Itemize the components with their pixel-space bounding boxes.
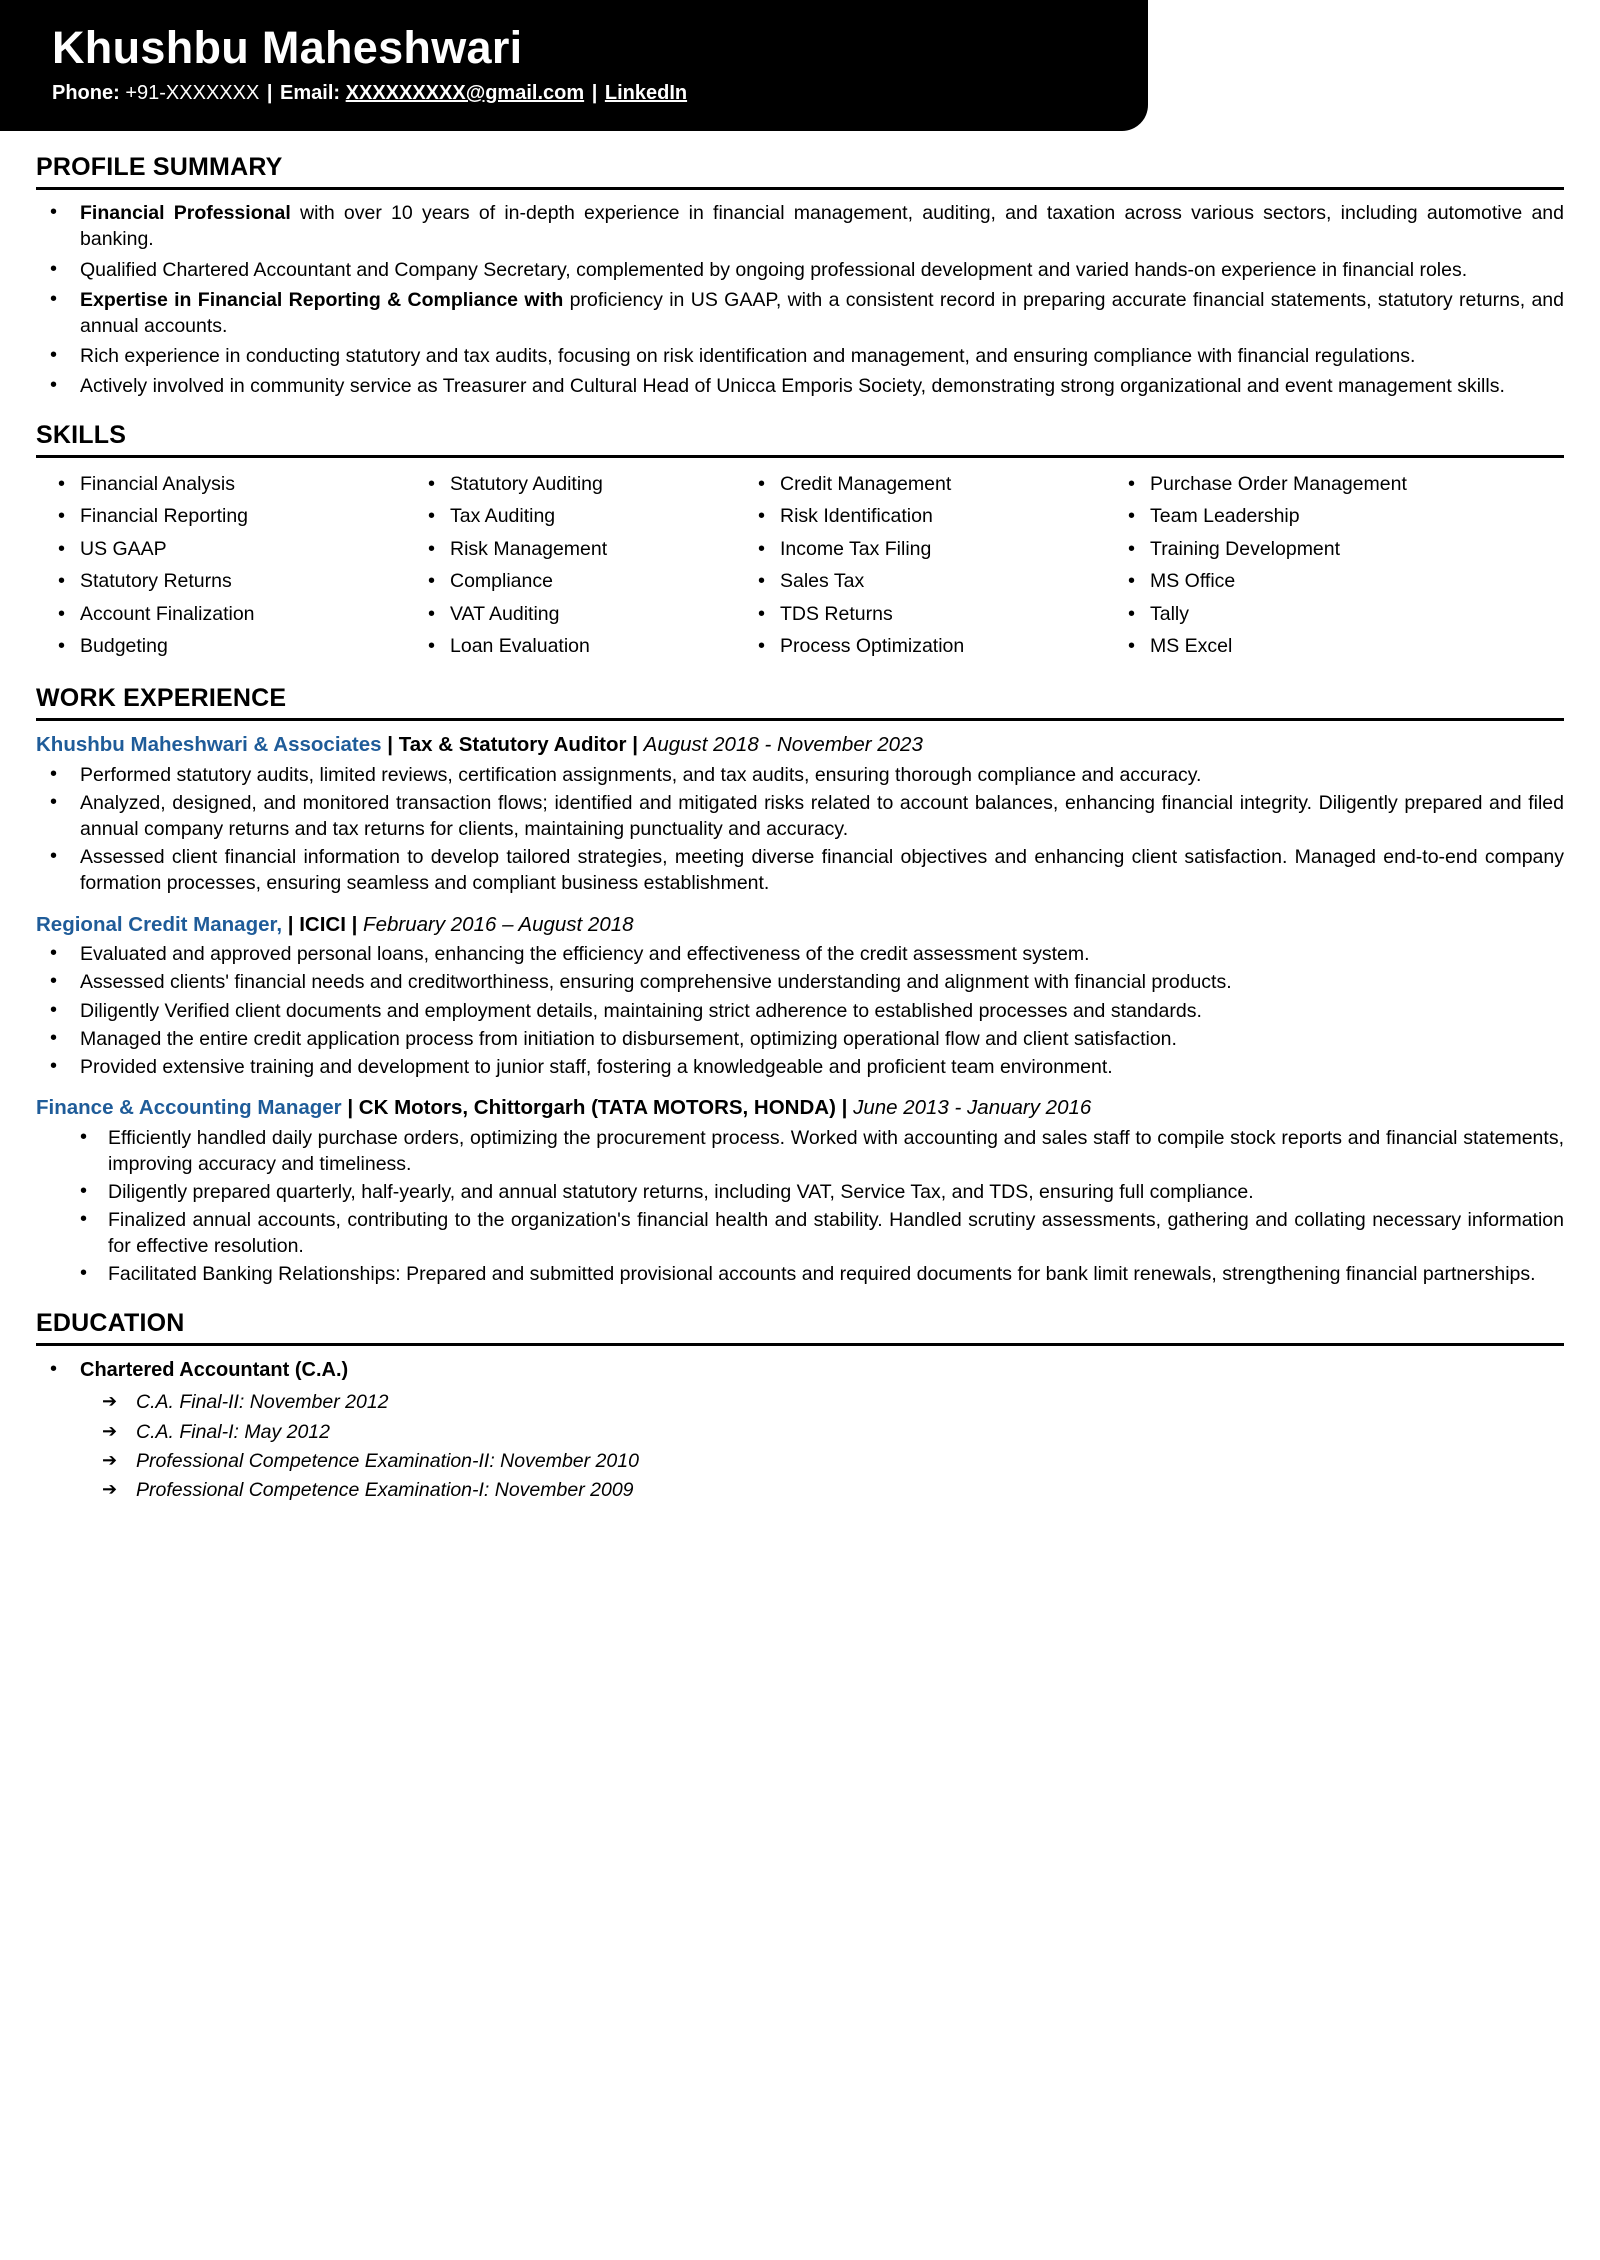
skill-item: • Statutory Returns [36,565,406,597]
job-dates: February 2016 – August 2018 [363,912,634,936]
list-item: • Finalized annual accounts, contributing to the organization's financial health and stability. Handled scrutiny assessments, gathering and collating necessary information for effective resolution. [36,1207,1564,1259]
skill-item: • MS Office [1106,565,1564,597]
skill-item: • Financial Analysis [36,468,406,500]
phone-value: +91-XXXXXXX [125,82,260,105]
education-section [0,1309,1600,1505]
skill-item: • Loan Evaluation [406,630,736,662]
job-separator: | [341,1095,359,1119]
list-item: • Managed the entire credit application process from initiation to disbursement, optimizing operational flow and client satisfaction. [36,1026,1564,1052]
list-item [36,287,1564,339]
profile-text: with over 10 years of in-depth experience in financial management, auditing, and taxation across various sectors, including automotive and banking. [80,202,1564,251]
contact-line [52,81,1108,105]
list-item: • Evaluated and approved personal loans, enhancing the efficiency and effectiveness of the credit assessment system. [36,941,1564,967]
job-header [36,911,1564,940]
list-item: • Assessed client financial information to develop tailored strategies, meeting diverse financial objectives and enhancing client satisfaction. Managed end-to-end company formation processes, ensuring seamless and compliant business establishment. [36,844,1564,896]
skills-section [0,421,1600,662]
list-item [36,373,1564,399]
divider-education [36,1343,1564,1346]
job-bullet-list [36,762,1564,897]
list-item: • Facilitated Banking Relationships: Prepared and submitted provisional accounts and required documents for bank limit renewals, strengthening financial partnerships. [36,1261,1564,1287]
list-item: • Analyzed, designed, and monitored transaction flows; identified and mitigated risks related to account balances, enhancing financial integrity. Diligently prepared and filed annual company returns and tax returns for clients, maintaining punctuality and accuracy. [36,790,1564,842]
job-entry [36,731,1564,896]
list-item: • Performed statutory audits, limited reviews, certification assignments, and tax audits, ensuring thorough compliance and accuracy. [36,762,1564,788]
job-entry [36,1094,1564,1287]
page-title: Khushbu Maheshwari [52,22,523,73]
list-item: • Assessed clients' financial needs and creditworthiness, ensuring comprehensive understanding and alignment with financial products. [36,969,1564,995]
job-company: Regional Credit Manager, [36,912,283,936]
skill-item: • Income Tax Filing [736,533,1106,565]
skill-item: • US GAAP [36,533,406,565]
list-item: • Diligently prepared quarterly, half-yearly, and annual statutory returns, including VAT, Service Tax, and TDS, ensuring full compliance. [36,1179,1564,1205]
job-company: Finance & Accounting Manager [36,1095,342,1119]
skill-item: • Purchase Order Management [1106,468,1564,500]
email-label: Email: [280,82,341,105]
list-item: • Efficiently handled daily purchase orders, optimizing the procurement process. Worked with accounting and sales staff to compile stock reports and financial statements, improving accuracy and timeliness. [36,1125,1564,1177]
skill-item: • MS Excel [1106,630,1564,662]
divider-skills [36,455,1564,458]
list-item [36,257,1564,283]
education-sub-item: ➔ C.A. Final-II: November 2012 [36,1388,1564,1417]
skill-item: • Compliance [406,565,736,597]
profile-text: proficiency in US GAAP, with a consistent record in preparing accurate financial statements, statutory returns, and annual accounts. [80,288,1564,337]
divider-work [36,718,1564,721]
profile-summary-section [0,153,1600,399]
skill-item: • Budgeting [36,630,406,662]
divider-profile [36,187,1564,190]
job-bullet-list [36,1125,1564,1288]
profile-highlight: Expertise in Financial Reporting & Compliance with [80,288,564,311]
job-list [36,731,1564,1287]
list-item: • Provided extensive training and development to junior staff, fostering a knowledgeable and proficient team environment. [36,1054,1564,1080]
job-role: Tax & Statutory Auditor [398,733,627,757]
job-role: CK Motors, Chittorgarh (TATA MOTORS, HONDA) [358,1095,836,1119]
job-header [36,1094,1564,1123]
skill-item: • Sales Tax [736,565,1106,597]
job-separator: | [381,733,399,757]
skill-item: • Statutory Auditing [406,468,736,500]
skill-item: • Credit Management [736,468,1106,500]
phone-label: Phone: [52,82,120,105]
skill-item: • Process Optimization [736,630,1106,662]
skills-grid [36,468,1564,662]
education-degree: • Chartered Accountant (C.A.) [36,1356,1564,1384]
section-title-profile: PROFILE SUMMARY [36,153,283,182]
job-separator: | [626,733,644,757]
section-title-skills: SKILLS [36,421,127,450]
linkedin-link[interactable]: LinkedIn [604,82,688,105]
list-item [36,343,1564,369]
profile-highlight: Financial Professional [80,202,291,225]
work-experience-section [0,684,1600,1287]
skill-item: • VAT Auditing [406,598,736,630]
job-separator: | [835,1095,854,1119]
education-sub-item: ➔ Professional Competence Examination-II: November 2010 [36,1447,1564,1476]
skill-item: • Account Finalization [36,598,406,630]
resume-header [0,0,1148,131]
profile-text: Qualified Chartered Accountant and Company Secretary, complemented by ongoing professional development and varied hands-on experience in financial roles. [80,258,1468,281]
job-separator: | [282,912,300,936]
list-item: • Diligently Verified client documents and employment details, maintaining strict adherence to established processes and standards. [36,998,1564,1024]
job-header [36,731,1564,760]
profile-summary-list [36,200,1564,399]
skill-item: • Team Leadership [1106,500,1564,532]
section-title-education: EDUCATION [36,1309,185,1338]
skill-item: • Tax Auditing [406,500,736,532]
contact-separator-2: | [591,82,598,105]
skill-item: • Financial Reporting [36,500,406,532]
skill-item: • Risk Management [406,533,736,565]
job-separator: | [345,912,364,936]
job-dates: August 2018 - November 2023 [643,733,923,757]
skill-item: • TDS Returns [736,598,1106,630]
section-title-work: WORK EXPERIENCE [36,684,287,713]
contact-separator-1: | [266,82,273,105]
job-dates: June 2013 - January 2016 [853,1095,1092,1119]
job-role: ICICI [299,912,346,936]
skill-item: • Tally [1106,598,1564,630]
education-item-list [36,1388,1564,1505]
education-sub-item: ➔ Professional Competence Examination-I: November 2009 [36,1476,1564,1505]
skill-item: • Training Development [1106,533,1564,565]
profile-text: Actively involved in community service as Treasurer and Cultural Head of Unicca Emporis Society, demonstrating strong organizational and event management skills. [80,375,1505,397]
skill-item: • Risk Identification [736,500,1106,532]
profile-text: Rich experience in conducting statutory and tax audits, focusing on risk identification and management, and ensuring compliance with financial regulations. [80,344,1416,367]
email-link[interactable]: XXXXXXXXX@gmail.com [345,82,585,105]
list-item [36,200,1564,252]
job-entry [36,911,1564,1080]
job-bullet-list [36,941,1564,1080]
education-sub-item: ➔ C.A. Final-I: May 2012 [36,1418,1564,1447]
job-company: Khushbu Maheshwari & Associates [36,733,382,757]
